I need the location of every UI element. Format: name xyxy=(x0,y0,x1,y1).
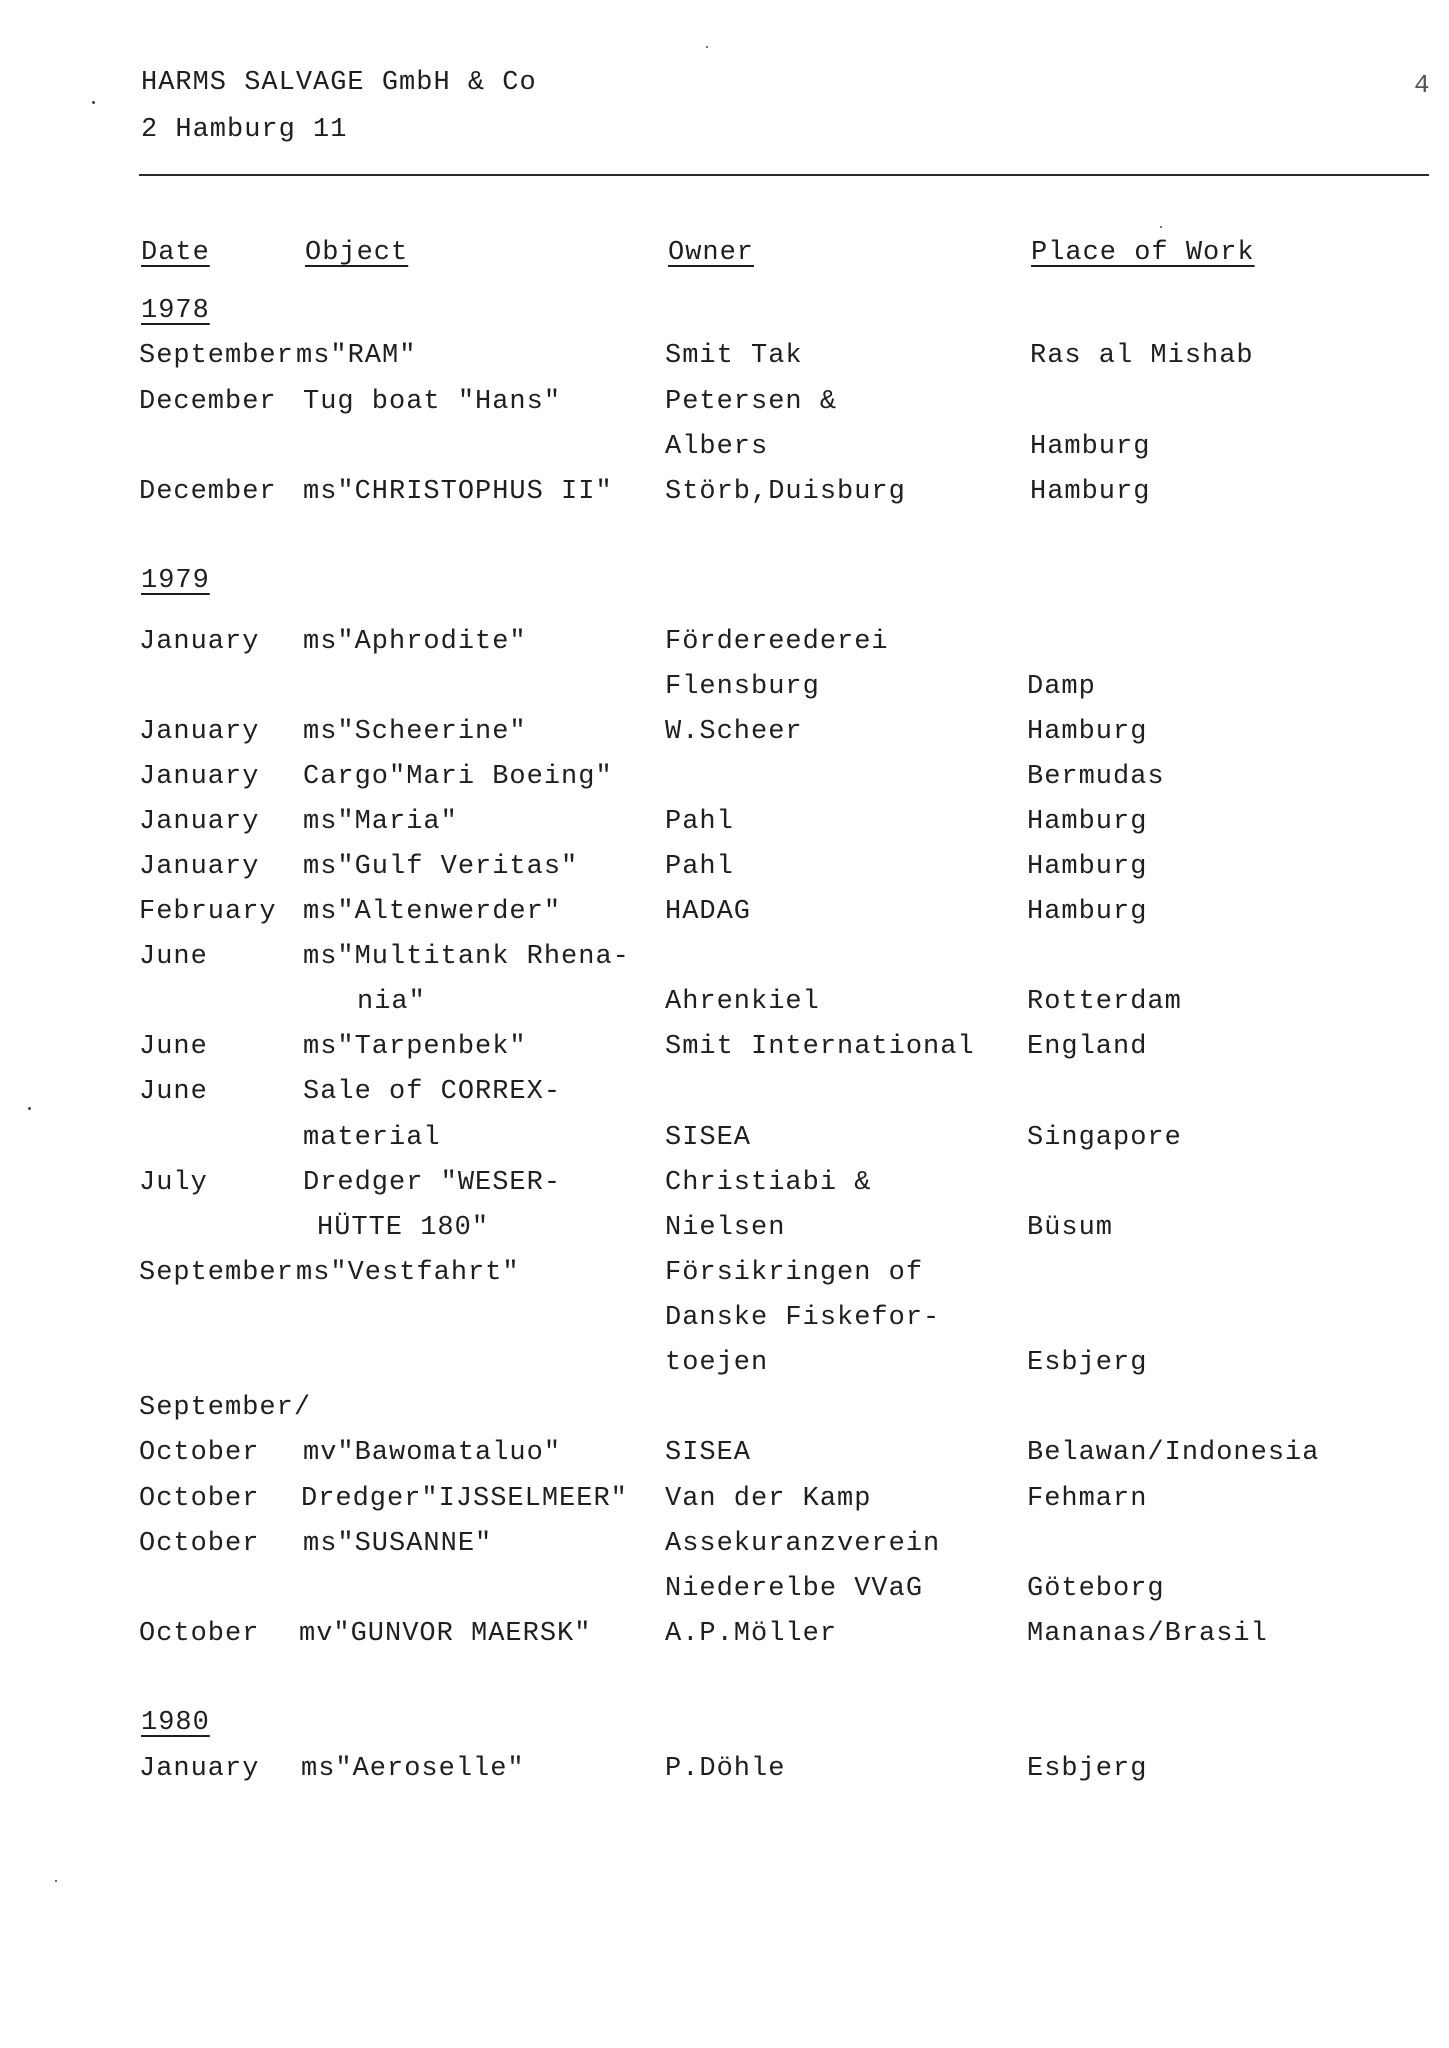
row-object: Dredger "WESER- xyxy=(303,1168,562,1198)
table-row xyxy=(0,341,1449,381)
row-place: Büsum xyxy=(1027,1213,1114,1243)
row-place: Hamburg xyxy=(1027,852,1148,882)
table-row xyxy=(0,1032,1449,1072)
year-heading: 1978 xyxy=(141,296,210,326)
table-row xyxy=(0,1168,1449,1208)
row-date: January xyxy=(139,762,260,792)
row-date: September xyxy=(139,1258,294,1288)
row-object: ms"Aeroselle" xyxy=(301,1754,525,1784)
row-object: ms"Altenwerder" xyxy=(303,897,562,927)
row-object: ms"Multitank Rhena- xyxy=(303,942,630,972)
row-place: Ras al Mishab xyxy=(1030,341,1254,371)
row-object: ms"SUSANNE" xyxy=(303,1529,493,1559)
row-date: January xyxy=(139,1754,260,1784)
row-date: January xyxy=(139,807,260,837)
row-owner: HADAG xyxy=(665,897,752,927)
row-object: nia" xyxy=(357,987,426,1017)
row-place: Hamburg xyxy=(1030,432,1151,462)
table-row xyxy=(0,897,1449,937)
row-date: October xyxy=(139,1529,260,1559)
row-place: Damp xyxy=(1027,672,1096,702)
row-owner: W.Scheer xyxy=(665,717,803,747)
company-address: 2 Hamburg 11 xyxy=(141,115,348,145)
table-row xyxy=(0,387,1449,427)
row-object: ms"Aphrodite" xyxy=(303,627,527,657)
table-row-continuation xyxy=(0,432,1449,472)
page-number: 4 xyxy=(1414,70,1430,100)
row-place: Bermudas xyxy=(1027,762,1165,792)
column-header-place: Place of Work xyxy=(1031,238,1255,268)
table-row-continuation xyxy=(0,1213,1449,1253)
table-row xyxy=(0,852,1449,892)
scan-speck xyxy=(1160,226,1162,228)
table-row xyxy=(0,1484,1449,1524)
row-place: Fehmarn xyxy=(1027,1484,1148,1514)
table-row xyxy=(0,1619,1449,1659)
table-row xyxy=(0,807,1449,847)
table-row xyxy=(0,477,1449,517)
table-row xyxy=(0,1529,1449,1569)
row-owner: Nielsen xyxy=(665,1213,786,1243)
row-place: Göteborg xyxy=(1027,1574,1165,1604)
table-row xyxy=(0,1258,1449,1298)
row-owner: A.P.Möller xyxy=(665,1619,838,1649)
row-owner: Ahrenkiel xyxy=(665,987,820,1017)
row-place: Esbjerg xyxy=(1027,1754,1148,1784)
row-object: Tug boat "Hans" xyxy=(303,387,562,417)
row-object: HÜTTE 180" xyxy=(317,1213,490,1243)
row-owner: P.Döhle xyxy=(665,1754,786,1784)
row-date: October xyxy=(139,1619,260,1649)
year-heading: 1980 xyxy=(141,1708,210,1738)
row-object: ms"RAM" xyxy=(296,341,417,371)
row-date: June xyxy=(139,1032,208,1062)
row-place: Singapore xyxy=(1027,1123,1182,1153)
row-owner: Danske Fiskefor- xyxy=(665,1303,941,1333)
column-header-object: Object xyxy=(305,238,409,268)
row-object: Dredger"IJSSELMEER" xyxy=(301,1484,628,1514)
row-object: mv"GUNVOR MAERSK" xyxy=(299,1619,592,1649)
row-object: ms"Maria" xyxy=(303,807,458,837)
year-heading: 1979 xyxy=(141,566,210,596)
table-row xyxy=(0,627,1449,667)
row-owner: Smit International xyxy=(665,1032,975,1062)
table-row-continuation xyxy=(0,1123,1449,1163)
row-object: ms"Vestfahrt" xyxy=(296,1258,520,1288)
row-owner: Van der Kamp xyxy=(665,1484,872,1514)
row-date: December xyxy=(139,387,277,417)
row-object: material xyxy=(303,1123,441,1153)
row-date: February xyxy=(139,897,277,927)
scan-speck xyxy=(28,1107,31,1110)
row-object: Cargo"Mari Boeing" xyxy=(303,762,613,792)
row-owner: Flensburg xyxy=(665,672,820,702)
row-date: January xyxy=(139,627,260,657)
row-object: mv"Bawomataluo" xyxy=(303,1438,562,1468)
table-row xyxy=(0,1754,1449,1794)
scan-speck xyxy=(92,101,95,104)
column-header-date: Date xyxy=(141,238,210,268)
table-row xyxy=(0,1393,1449,1433)
row-owner: Försikringen of xyxy=(665,1258,924,1288)
row-owner: Störb,Duisburg xyxy=(665,477,906,507)
row-date: September/ xyxy=(139,1393,312,1423)
row-place: Hamburg xyxy=(1027,717,1148,747)
header-rule xyxy=(139,174,1429,176)
row-object: ms"Scheerine" xyxy=(303,717,527,747)
row-owner: Assekuranzverein xyxy=(665,1529,941,1559)
table-row xyxy=(0,1077,1449,1117)
company-name: HARMS SALVAGE GmbH & Co xyxy=(141,68,537,98)
row-date: October xyxy=(139,1484,260,1514)
scan-speck xyxy=(706,46,708,48)
row-owner: Niederelbe VVaG xyxy=(665,1574,924,1604)
column-header-owner: Owner xyxy=(668,238,755,268)
row-place: Hamburg xyxy=(1030,477,1151,507)
row-date: January xyxy=(139,852,260,882)
row-owner: Pahl xyxy=(665,852,734,882)
row-place: Hamburg xyxy=(1027,807,1148,837)
table-row-continuation xyxy=(0,1303,1449,1343)
table-row xyxy=(0,942,1449,982)
row-date: July xyxy=(139,1168,208,1198)
row-owner: Christiabi & xyxy=(665,1168,872,1198)
table-row-continuation xyxy=(0,672,1449,712)
row-date: December xyxy=(139,477,277,507)
row-date: June xyxy=(139,942,208,972)
row-place: Hamburg xyxy=(1027,897,1148,927)
row-date: June xyxy=(139,1077,208,1107)
table-row-continuation xyxy=(0,1574,1449,1614)
row-date: October xyxy=(139,1438,260,1468)
row-place: England xyxy=(1027,1032,1148,1062)
table-row-continuation xyxy=(0,1348,1449,1388)
row-object: Sale of CORREX- xyxy=(303,1077,562,1107)
row-date: September xyxy=(139,341,294,371)
row-place: Esbjerg xyxy=(1027,1348,1148,1378)
scan-speck xyxy=(55,1880,57,1882)
row-owner: Fördereederei xyxy=(665,627,889,657)
row-owner: toejen xyxy=(665,1348,769,1378)
row-object: ms"Tarpenbek" xyxy=(303,1032,527,1062)
row-object: ms"CHRISTOPHUS II" xyxy=(303,477,613,507)
row-owner: SISEA xyxy=(665,1438,752,1468)
row-object: ms"Gulf Veritas" xyxy=(303,852,579,882)
row-date: January xyxy=(139,717,260,747)
row-owner: Pahl xyxy=(665,807,734,837)
table-row xyxy=(0,762,1449,802)
row-place: Mananas/Brasil xyxy=(1027,1619,1268,1649)
row-place: Belawan/Indonesia xyxy=(1027,1438,1320,1468)
row-owner: Smit Tak xyxy=(665,341,803,371)
row-owner: Albers xyxy=(665,432,769,462)
table-row-continuation xyxy=(0,1438,1449,1478)
row-owner: SISEA xyxy=(665,1123,752,1153)
table-row-continuation xyxy=(0,987,1449,1027)
row-place: Rotterdam xyxy=(1027,987,1182,1017)
table-row xyxy=(0,717,1449,757)
row-owner: Petersen & xyxy=(665,387,838,417)
